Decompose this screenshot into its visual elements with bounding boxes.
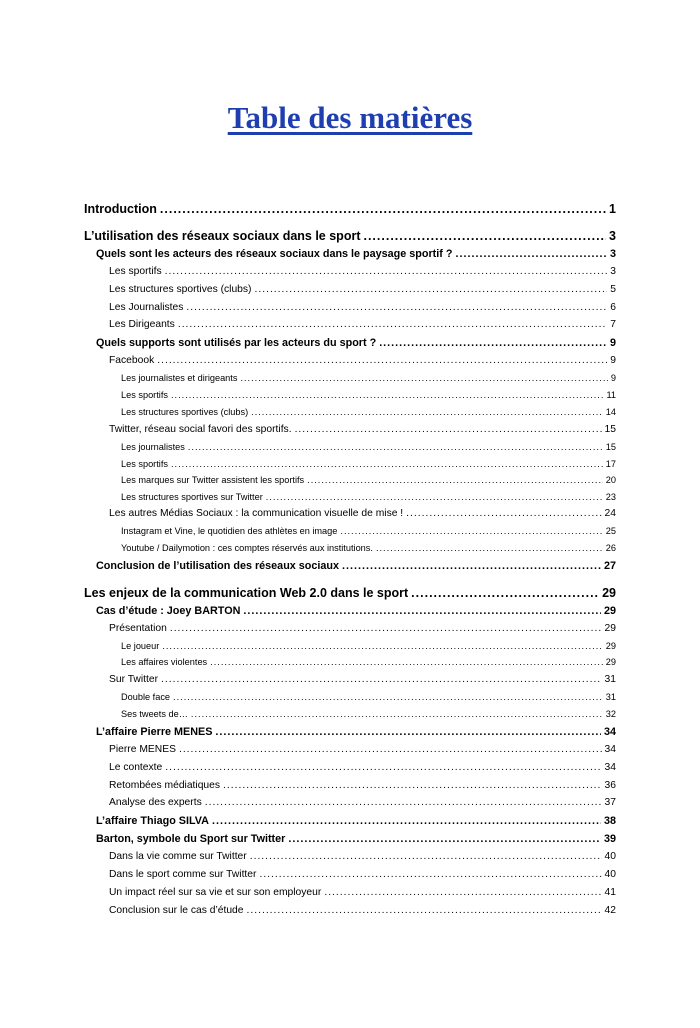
toc-entry[interactable]: [121, 408, 616, 417]
toc-entry-label: Les sportifs: [109, 266, 162, 277]
toc-entry-page: 23: [605, 492, 616, 502]
dot-leader: [178, 320, 607, 330]
toc-entry[interactable]: [121, 710, 616, 719]
toc-entry-label: Les journalistes: [121, 442, 185, 452]
toc-entry-page: 25: [605, 526, 616, 536]
toc-entry-label: Sur Twitter: [109, 674, 159, 685]
toc-entry-label: Les structures sportives sur Twitter: [121, 492, 263, 502]
toc-entry-label: Dans le sport comme sur Twitter: [109, 869, 257, 880]
toc-entry-label: Les marques sur Twitter assistent les sportifs: [121, 475, 305, 485]
toc-entry[interactable]: [109, 906, 616, 916]
toc-entry-label: Double face: [121, 692, 171, 702]
toc-entry-label: Quels supports sont utilisés par les acteurs du sport ?: [96, 337, 377, 349]
toc-entry[interactable]: [121, 443, 616, 452]
dot-leader: [157, 356, 607, 366]
page-title: Table des matières: [227, 100, 473, 135]
toc-entry-label: Les sportifs: [121, 459, 168, 469]
toc-entry[interactable]: [84, 587, 616, 600]
toc-entry[interactable]: [109, 320, 616, 330]
toc-entry-label: Barton, symbole du Sport sur Twitter: [96, 833, 286, 845]
toc-entry-page: 40: [604, 869, 616, 880]
toc-entry-page: 29: [604, 623, 616, 634]
toc-entry[interactable]: [109, 356, 616, 366]
toc-entry-page: 3: [609, 229, 616, 243]
toc-entry-label: Introduction: [84, 202, 157, 216]
toc-entry-label: Facebook: [109, 355, 155, 366]
toc-entry-label: Les Journalistes: [109, 302, 184, 313]
toc-entry-page: 34: [604, 762, 616, 773]
toc-entry-page: 31: [605, 692, 616, 702]
dot-leader: [243, 606, 601, 617]
dot-leader: [247, 906, 602, 916]
toc-entry-page: 29: [603, 605, 616, 617]
dot-leader: [173, 693, 603, 702]
toc-entry-page: 29: [605, 641, 616, 651]
toc-entry[interactable]: [121, 544, 616, 553]
toc-entry[interactable]: [109, 798, 616, 808]
toc-entry-page: 20: [605, 475, 616, 485]
toc-entry-label: Les autres Médias Sociaux : la communication visuelle de mise !: [109, 508, 404, 519]
toc-entry-page: 9: [610, 373, 616, 383]
toc-entry-label: L’affaire Thiago SILVA: [96, 815, 209, 827]
toc-entry-page: 26: [605, 543, 616, 553]
toc-entry[interactable]: [121, 658, 616, 667]
toc-entry[interactable]: [109, 781, 616, 791]
toc-entry-label: Pierre MENES: [109, 744, 176, 755]
dot-leader: [215, 727, 601, 738]
toc-entry[interactable]: [109, 852, 616, 862]
toc-entry-page: 38: [603, 815, 616, 827]
toc-entry-page: 39: [603, 833, 616, 845]
toc-entry-page: 15: [604, 424, 616, 435]
toc-entry-page: 3: [609, 248, 616, 260]
toc-entry-label: Dans la vie comme sur Twitter: [109, 851, 247, 862]
toc-entry[interactable]: [109, 303, 616, 313]
dot-leader: [188, 443, 603, 452]
toc-entry-label: L’affaire Pierre MENES: [96, 726, 213, 738]
toc-entry-label: Conclusion sur le cas d’étude: [109, 905, 244, 916]
toc-entry[interactable]: [96, 816, 616, 827]
dot-leader: [251, 408, 603, 417]
toc-entry-page: 31: [604, 674, 616, 685]
toc-entry-page: 9: [609, 337, 616, 349]
toc-entry-label: Présentation: [109, 623, 167, 634]
dot-leader: [295, 425, 602, 435]
toc-entry[interactable]: [109, 745, 616, 755]
toc-entry[interactable]: [109, 285, 616, 295]
toc-entry-page: 1: [609, 202, 616, 216]
toc-entry[interactable]: [109, 888, 616, 898]
toc-entry-label: Quels sont les acteurs des réseaux sociaux dans le paysage sportif ?: [96, 248, 453, 260]
dot-leader: [342, 561, 601, 572]
dot-leader: [165, 763, 601, 773]
toc-entry[interactable]: [121, 642, 616, 651]
toc-entry-label: Ses tweets de…: [121, 709, 188, 719]
dot-leader: [324, 888, 601, 898]
toc-entry-page: 34: [603, 726, 616, 738]
dot-leader: [379, 338, 607, 349]
toc-entry-page: 29: [605, 657, 616, 667]
dot-leader: [406, 509, 601, 519]
toc-entry-page: 34: [604, 744, 616, 755]
dot-leader: [170, 624, 602, 634]
toc-entry-label: Analyse des experts: [109, 797, 202, 808]
toc-entry[interactable]: [96, 606, 616, 617]
toc-entry[interactable]: [121, 527, 616, 536]
toc-entry-label: Le joueur: [121, 641, 160, 651]
toc-entry-page: 15: [605, 442, 616, 452]
toc-entry[interactable]: [96, 727, 616, 738]
toc-entry-label: Les sportifs: [121, 390, 168, 400]
dot-leader: [165, 267, 608, 277]
toc-entry[interactable]: [121, 391, 616, 400]
toc-entry-label: Les Dirigeants: [109, 319, 175, 330]
toc-entry-page: 37: [604, 797, 616, 808]
toc-entry-page: 29: [602, 586, 616, 600]
toc-entry[interactable]: [84, 203, 616, 216]
toc-entry[interactable]: [109, 870, 616, 880]
toc-entry-label: Les enjeux de la communication Web 2.0 dans le sport: [84, 586, 409, 600]
toc-entry-page: 5: [610, 284, 616, 295]
toc-entry[interactable]: [121, 374, 616, 383]
toc-entry[interactable]: [109, 509, 616, 519]
toc-entry[interactable]: [96, 561, 616, 572]
toc-entry-label: Youtube / Dailymotion : ces comptes réservés aux institutions.: [121, 543, 373, 553]
dot-leader: [223, 781, 601, 791]
toc-entry[interactable]: [109, 267, 616, 277]
toc-entry-label: Les journalistes et dirigeants: [121, 373, 238, 383]
dot-leader: [186, 303, 607, 313]
dot-leader: [307, 476, 603, 485]
toc-entry-label: Les affaires violentes: [121, 657, 208, 667]
toc-entry-page: 14: [605, 407, 616, 417]
dot-leader: [191, 710, 603, 719]
toc-entry[interactable]: [109, 675, 616, 685]
toc-entry[interactable]: [121, 476, 616, 485]
dot-leader: [363, 230, 606, 243]
dot-leader: [250, 852, 602, 862]
toc-entry-label: Cas d’étude : Joey BARTON: [96, 605, 241, 617]
dot-leader: [259, 870, 601, 880]
dot-leader: [171, 391, 603, 400]
toc-entry[interactable]: [121, 693, 616, 702]
dot-leader: [240, 374, 607, 383]
toc-entry-page: 27: [603, 560, 616, 572]
toc-entry-label: Twitter, réseau social favori des sportifs.: [109, 424, 292, 435]
toc-entry[interactable]: [121, 460, 616, 469]
toc-entry-label: Conclusion de l’utilisation des réseaux sociaux: [96, 560, 339, 572]
toc-entry-label: Les structures sportives (clubs): [109, 284, 252, 295]
dot-leader: [160, 203, 606, 216]
toc-entry-page: 24: [604, 508, 616, 519]
toc-entry[interactable]: [121, 493, 616, 502]
toc-entry-page: 41: [604, 887, 616, 898]
toc-entry-page: 40: [604, 851, 616, 862]
toc-entry[interactable]: [109, 763, 616, 773]
toc-entry-page: 9: [610, 355, 616, 366]
toc-entry-label: Instagram et Vine, le quotidien des athlètes en image: [121, 526, 338, 536]
dot-leader: [455, 249, 607, 260]
toc-entry[interactable]: [96, 249, 616, 260]
dot-leader: [162, 642, 602, 651]
toc-entry-page: 42: [604, 905, 616, 916]
toc-entry-label: Retombées médiatiques: [109, 780, 221, 791]
toc-entry[interactable]: [109, 624, 616, 634]
dot-leader: [411, 587, 599, 600]
toc-entry[interactable]: [96, 338, 616, 349]
toc-entry-page: 3: [610, 266, 616, 277]
toc-entry-page: 36: [604, 780, 616, 791]
dot-leader: [288, 834, 601, 845]
dot-leader: [340, 527, 602, 536]
dot-leader: [171, 460, 603, 469]
toc-entry-page: 11: [606, 390, 616, 400]
dot-leader: [161, 675, 602, 685]
toc-entry-page: 7: [610, 319, 616, 330]
dot-leader: [205, 798, 602, 808]
toc-entry-page: 17: [605, 459, 616, 469]
dot-leader: [179, 745, 602, 755]
toc-entry[interactable]: [84, 230, 616, 243]
toc-entry-label: L’utilisation des réseaux sociaux dans le sport: [84, 229, 361, 243]
dot-leader: [255, 285, 608, 295]
toc-entry-page: 6: [610, 302, 616, 313]
dot-leader: [376, 544, 603, 553]
toc-entry[interactable]: [109, 425, 616, 435]
toc-entry-label: Les structures sportives (clubs): [121, 407, 249, 417]
toc-entry-label: Un impact réel sur sa vie et sur son employeur: [109, 887, 322, 898]
dot-leader: [212, 816, 601, 827]
toc-entry-label: Le contexte: [109, 762, 163, 773]
dot-leader: [266, 493, 603, 502]
dot-leader: [210, 658, 603, 667]
toc-entry-page: 32: [605, 709, 616, 719]
toc-entry[interactable]: [96, 834, 616, 845]
